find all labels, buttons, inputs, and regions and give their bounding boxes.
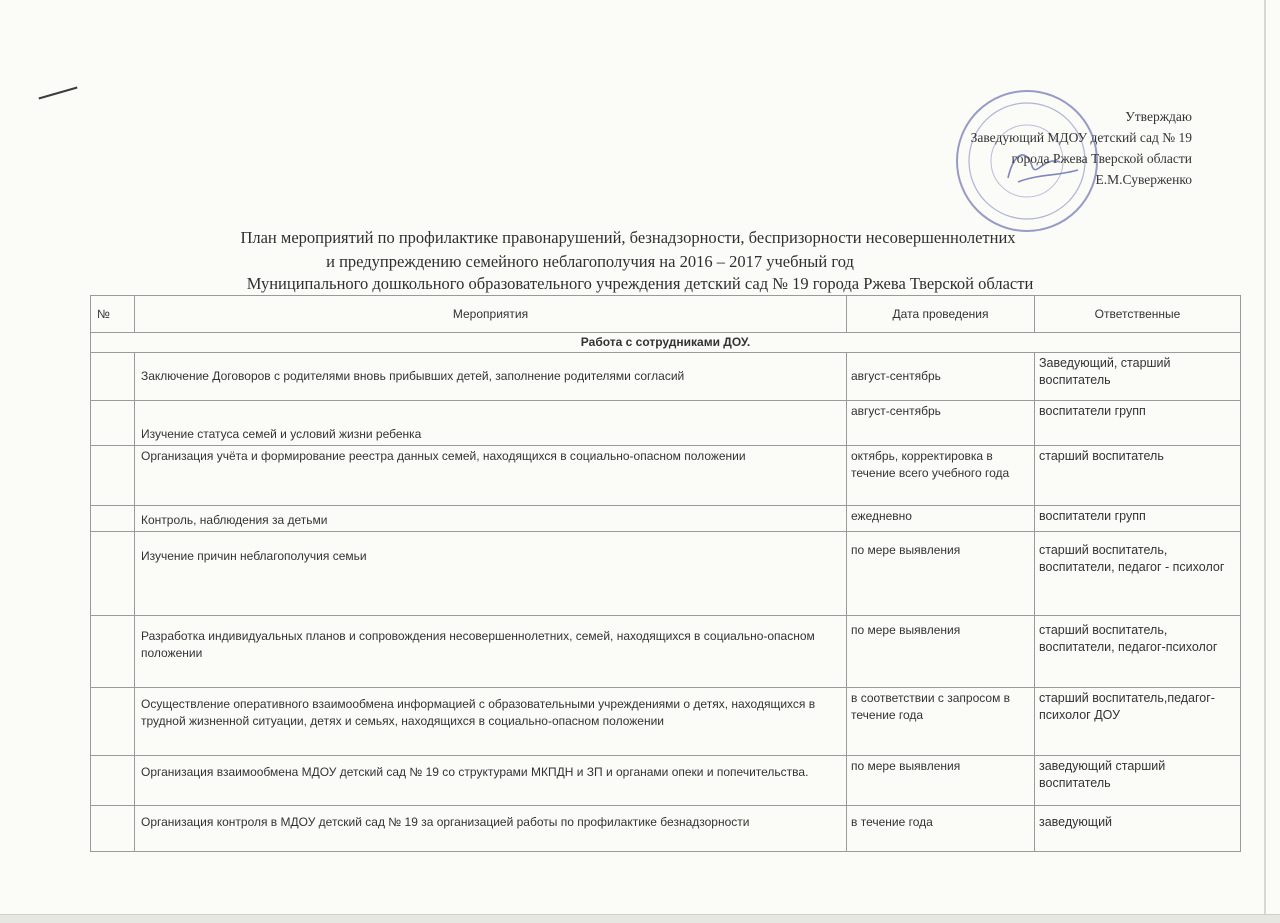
- table-row: [91, 806, 1241, 852]
- document-title-line-1: План мероприятий по профилактике правонарушений, безнадзорности, беспризорности несовершеннолетних: [240, 228, 1016, 247]
- col-responsible-header: Ответственные: [1035, 296, 1241, 333]
- approval-block: [971, 106, 1192, 190]
- approval-signatory: Е.М.Суверженко: [1095, 172, 1192, 187]
- table-row: [91, 616, 1241, 688]
- row-event: Заключение Договоров с родителями вновь прибывших детей, заполнение родителями согласий: [135, 353, 847, 401]
- table-row: [91, 353, 1241, 401]
- section-row: [91, 333, 1241, 353]
- row-event: Организация учёта и формирование реестра данных семей, находящихся в социально-опасном положении: [135, 446, 847, 506]
- row-number: [91, 401, 135, 446]
- document-title-line-3: Муниципального дошкольного образовательного учреждения детский сад № 19 города Ржева Тверской области: [246, 274, 1034, 293]
- row-responsible: старший воспитатель,педагог-психолог ДОУ: [1035, 688, 1241, 756]
- row-event: Контроль, наблюдения за детьми: [135, 506, 847, 532]
- row-date: октябрь, корректировка в течение всего учебного года: [847, 446, 1035, 506]
- row-number: [91, 616, 135, 688]
- row-date: по мере выявления: [847, 756, 1035, 806]
- table-row: [91, 756, 1241, 806]
- table-header-row: [91, 296, 1241, 333]
- row-responsible: заведующий старший воспитатель: [1035, 756, 1241, 806]
- row-number: [91, 353, 135, 401]
- row-responsible: воспитатели групп: [1035, 401, 1241, 446]
- row-date: в течение года: [847, 806, 1035, 852]
- row-responsible: Заведующий, старший воспитатель: [1035, 353, 1241, 401]
- row-responsible: старший воспитатель: [1035, 446, 1241, 506]
- col-event-header: Мероприятия: [135, 296, 847, 333]
- table-row: [91, 506, 1241, 532]
- row-event: Организация взаимообмена МДОУ детский сад № 19 со структурами МКПДН и ЗП и органами опеки и попечительства.: [135, 756, 847, 806]
- scan-edge: [1264, 0, 1266, 923]
- row-event: Организация контроля в МДОУ детский сад № 19 за организацией работы по профилактике безнадзорности: [135, 806, 847, 852]
- table-row: [91, 401, 1241, 446]
- row-date: по мере выявления: [847, 616, 1035, 688]
- scan-edge-bottom: [0, 914, 1280, 923]
- row-event: Разработка индивидуальных планов и сопровождения несовершеннолетних, семей, находящихся в социально-опасном положении: [135, 616, 847, 688]
- table-row: [91, 446, 1241, 506]
- row-event: Осуществление оперативного взаимообмена информацией с образовательными учреждениями о детях, находящихся в трудной жизненной ситуации, детях и семьях, находящихся в социально-опасном положении: [135, 688, 847, 756]
- plan-table: [90, 295, 1241, 852]
- table-row: [91, 532, 1241, 616]
- table-row: [91, 688, 1241, 756]
- row-number: [91, 532, 135, 616]
- row-date: ежедневно: [847, 506, 1035, 532]
- row-responsible: старший воспитатель, воспитатели, педагог - психолог: [1035, 532, 1241, 616]
- row-event: Изучение причин неблагополучия семьи: [135, 532, 847, 616]
- col-date-header: Дата проведения: [847, 296, 1035, 333]
- approval-city: города Ржева Тверской области: [1011, 151, 1192, 166]
- row-responsible: заведующий: [1035, 806, 1241, 852]
- row-event: Изучение статуса семей и условий жизни ребенка: [135, 401, 847, 446]
- col-number-header: №: [91, 296, 135, 333]
- approval-line: Утверждаю: [1125, 109, 1192, 124]
- row-number: [91, 446, 135, 506]
- row-date: по мере выявления: [847, 532, 1035, 616]
- approval-position: Заведующий МДОУ детский сад № 19: [970, 130, 1192, 145]
- row-number: [91, 506, 135, 532]
- row-number: [91, 806, 135, 852]
- row-date: август-сентябрь: [847, 353, 1035, 401]
- row-number: [91, 688, 135, 756]
- document-title-line-2: и предупреждению семейного неблагополучия на 2016 – 2017 учебный год: [326, 252, 854, 271]
- scan-pen-mark: [38, 87, 77, 100]
- row-date: август-сентябрь: [847, 401, 1035, 446]
- row-responsible: старший воспитатель, воспитатели, педагог-психолог: [1035, 616, 1241, 688]
- row-date: в соответствии с запросом в течение года: [847, 688, 1035, 756]
- row-responsible: воспитатели групп: [1035, 506, 1241, 532]
- row-number: [91, 756, 135, 806]
- section-title: Работа с сотрудниками ДОУ.: [91, 333, 1241, 353]
